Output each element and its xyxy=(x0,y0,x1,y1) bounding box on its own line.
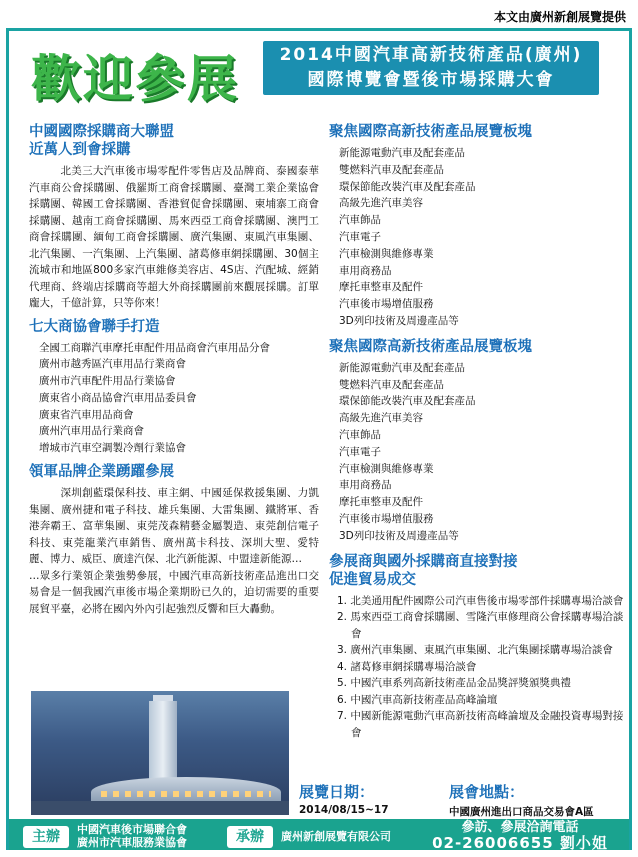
footer-bar xyxy=(9,819,629,850)
right-column xyxy=(329,123,629,741)
section-matchmaking-title-line2: 促進貿易成交 xyxy=(329,571,416,588)
section-matchmaking-title xyxy=(329,553,629,589)
location-label: 展會地點： xyxy=(449,783,525,801)
list-item: 汽車飾品 xyxy=(339,214,381,227)
section-products-title-2: 聚焦國際高新技術產品展覽板塊 xyxy=(329,338,532,355)
section-products-title-1: 聚焦國際高新技術產品展覽板塊 xyxy=(329,124,532,140)
section-associations-title: 七大商協會聯手打造 xyxy=(29,318,160,335)
list-item: 6. 中國汽車高新技術產品高峰論壇 xyxy=(337,693,498,706)
banner xyxy=(17,37,621,108)
section-brands-title: 領軍品牌企業踴躍參展 xyxy=(29,464,174,481)
list-item: 雙燃料汽車及配套產品 xyxy=(339,163,444,176)
list-item: 汽車後市場增值服務 xyxy=(339,512,434,525)
products-list-2 xyxy=(329,360,629,545)
list-item: 新能源電動汽車及配套產品 xyxy=(339,361,465,374)
venue-lights xyxy=(101,791,271,797)
list-item: 車用商務品 xyxy=(339,264,392,277)
credit-line: 本文由廣州新創展覽提供 xyxy=(493,10,626,24)
organizer-name: 廣州新創展覽有限公司 xyxy=(281,830,391,843)
expo-title xyxy=(263,41,599,95)
left-column xyxy=(29,123,319,617)
list-item: 廣州汽車用品行業商會 xyxy=(39,425,144,438)
location-value: 中國廣州進出口商品交易會A區 xyxy=(449,806,594,818)
associations-list xyxy=(29,340,319,458)
expo-title-line1: 2014中國汽車高新技術產品(廣州) xyxy=(279,45,583,65)
contact-label: 參訪、參展洽詢電話 xyxy=(461,820,579,835)
list-item: 全國工商聯汽車摩托車配件用品商會汽車用品分會 xyxy=(39,341,270,354)
list-item: 汽車飾品 xyxy=(339,428,381,441)
list-item: 汽車檢測與維修專業 xyxy=(339,462,434,475)
list-item: 3D列印技術及周邊產品等 xyxy=(339,314,459,327)
host-name-1: 中國汽車後市場聯合會 xyxy=(77,823,187,836)
venue-ground xyxy=(31,801,289,815)
list-item: 汽車後市場增值服務 xyxy=(339,298,434,311)
list-item: 4. 諸葛修車網採購專場洽談會 xyxy=(337,660,477,673)
organizer-tag: 承辦 xyxy=(227,826,273,848)
contact-phone: 02-26006655 劉小姐 xyxy=(432,834,608,852)
list-item: 3. 廣州汽車集團、東風汽車集團、北汽集團採購專場洽談會 xyxy=(337,644,613,657)
section-buyers-title xyxy=(29,123,319,159)
section-buyers-body: 北美三大汽車後市場零配件零售店及品牌商、泰國泰華汽車商公會採購團、俄羅斯工商會採購團、臺灣工業企業協會採購團、韓國工會採購團、香港貿促會採購團、柬埔寨工商會採購團、越南工商會採購團、馬來西亞工商會採購團、澳門工商會採購團、緬甸工商會採購團、廣汽集團、東風汽車集團、北汽集團、一汽集團、上汽集團、諸葛修車網採購團、30個主流城市和地區800多家汽車維修美容店、4S店、汽配城、經銷代理商、終端店採購商等超大外商採購團前來觀展採購。訂單龐大，千億計算，只等你來！ xyxy=(29,165,319,309)
dates-value: 2014/08/15~17 xyxy=(299,804,389,816)
list-item: 高級先進汽車美容 xyxy=(339,412,423,425)
dates-label: 展覽日期： xyxy=(299,783,375,801)
list-item: 汽車檢測與維修專業 xyxy=(339,247,434,260)
welcome-title: 歡迎參展 xyxy=(31,49,239,108)
list-item: 車用商務品 xyxy=(339,479,392,492)
exhibition-location xyxy=(449,781,594,819)
expo-title-line2: 國際博覽會暨後市場採購大會 xyxy=(307,70,555,90)
list-item: 雙燃料汽車及配套產品 xyxy=(339,378,444,391)
list-item: 2. 馬來西亞工商會採購團、雪隆汽車修理商公會採購專場洽談會 xyxy=(337,611,624,640)
host-names xyxy=(77,823,187,849)
exhibition-dates xyxy=(299,781,389,816)
section-buyers-title-line2: 近萬人到會採購 xyxy=(29,142,131,158)
list-item: 汽車電子 xyxy=(339,445,381,458)
list-item: 增城市汽車空調製冷劑行業協會 xyxy=(39,442,186,455)
contact-info xyxy=(425,821,615,852)
list-item: 廣州市汽車配件用品行業協會 xyxy=(39,375,176,388)
list-item: 廣東省汽車用品商會 xyxy=(39,408,134,421)
section-buyers-title-line1: 中國國際採購商大聯盟 xyxy=(29,124,174,140)
matchmaking-list xyxy=(329,593,629,742)
venue-photo xyxy=(31,691,289,815)
list-item: 3D列印技術及周邊產品等 xyxy=(339,529,459,542)
list-item: 廣州市越秀區汽車用品行業商會 xyxy=(39,358,186,371)
list-item: 1. 北美通用配件國際公司汽車售後市場零部件採購專場洽談會 xyxy=(337,594,624,607)
list-item: 摩托車整車及配件 xyxy=(339,496,423,509)
list-item: 摩托車整車及配件 xyxy=(339,281,423,294)
host-name-2: 廣州市汽車服務業協會 xyxy=(77,836,187,849)
list-item: 汽車電子 xyxy=(339,230,381,243)
section-brands-body2: …眾多行業領企業強勢參展，中國汽車高新技術產品進出口交易會是一個我國汽車後市場企業期盼已久的，迫切需要的重要展貿平臺，必將在國內外內引起強烈反響和巨大轟動。 xyxy=(29,569,319,615)
list-item: 7. 中國新能源電動汽車高新技術高峰論壇及金融投資專場對接會 xyxy=(337,710,624,739)
section-matchmaking-title-line1: 參展商與國外採購商直接對接 xyxy=(329,553,518,570)
list-item: 廣東省小商品協會汽車用品委員會 xyxy=(39,391,197,404)
products-list-1 xyxy=(329,145,629,330)
poster-frame xyxy=(6,28,632,850)
list-item: 高級先進汽車美容 xyxy=(339,197,423,210)
host-tag: 主辦 xyxy=(23,826,69,848)
list-item: 5. 中國汽車系列高新技術產品金品獎評獎頒獎典禮 xyxy=(337,677,571,690)
section-brands-body1: 深圳創藍環保科技、車主網、中國延保救援集團、力凱集團、廣州捷和電子科技、雄兵集團、大雷集團、鐵將軍、香港奔霸王、富華集團、東莞茂森精藝金屬製造、東莞創信電子科技、東莞龍業汽車銷售、廣州萬卡科技、深圳大聖、愛特麗、博力、威臣、廣達汽保、北汽新能源、中盟達新能源… xyxy=(29,487,319,566)
list-item: 環保節能改裝汽車及配套產品 xyxy=(339,395,476,408)
list-item: 環保節能改裝汽車及配套產品 xyxy=(339,180,476,193)
list-item: 新能源電動汽車及配套產品 xyxy=(339,147,465,159)
